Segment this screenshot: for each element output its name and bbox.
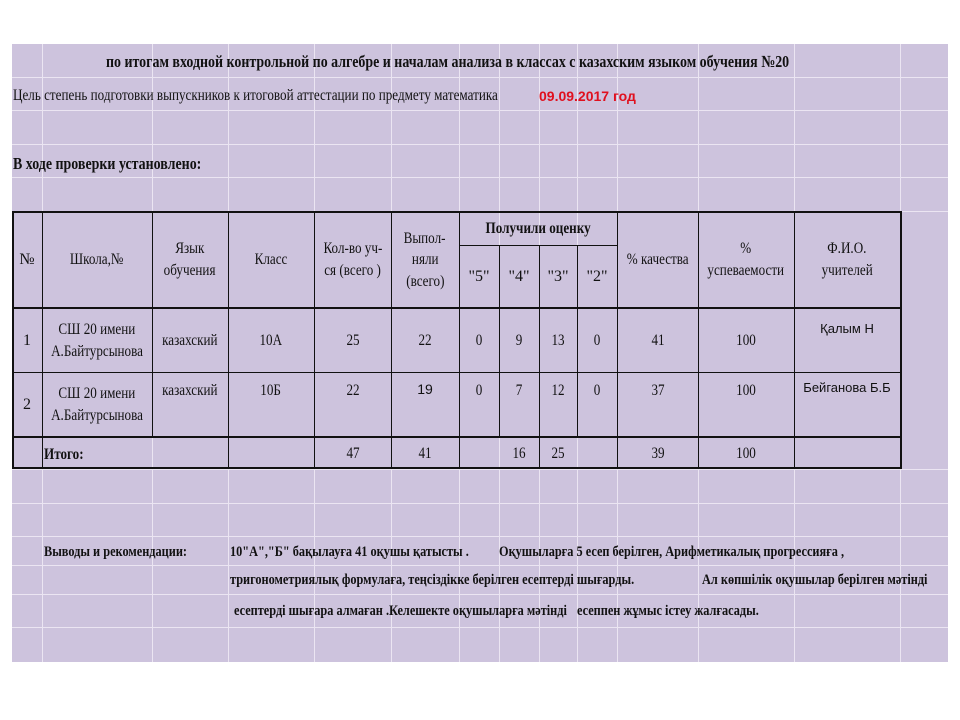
table-row-1-grade-4: 9 <box>515 331 523 349</box>
table-row-2-teacher: Бейганова Б.Б <box>803 380 891 396</box>
table-row-2-grade-5: 0 <box>475 382 483 400</box>
spreadsheet <box>12 44 948 662</box>
totals-quality: 39 <box>650 444 665 462</box>
header-total-students: Кол-во уч- ся (всего ) <box>323 240 382 279</box>
header-quality: % качества <box>626 251 689 269</box>
table-row-2-grade-2: 0 <box>593 382 601 400</box>
table-row-1-grade-5: 0 <box>475 331 483 349</box>
table-row-2-num: 2 <box>23 395 31 413</box>
conclusions-text-3: тригонометриялық формулаға, теңсіздікке берілген есептерді шығарды. <box>230 572 635 588</box>
goal-text: Цель степень подготовки выпускников к итоговой аттестации по предмету математика <box>13 87 498 104</box>
table-row-2-grade-4: 7 <box>515 382 523 400</box>
header-grades: Получили оценку <box>485 220 591 238</box>
header-num: № <box>19 251 35 269</box>
report-date: 09.09.2017 год <box>539 88 636 104</box>
table-row-1-completed: 22 <box>418 331 432 349</box>
conclusions-text-1: 10"А","Б" бақылауға 41 оқушы қатысты . <box>230 544 469 560</box>
report-title: по итогам входной контрольной по алгебре и началам анализа в классах с казахским языком обучения №20 <box>106 52 790 71</box>
table-row-1-quality: 41 <box>650 331 665 349</box>
table-row-1-school: СШ 20 имени А.Байтурсынова <box>51 320 143 360</box>
totals-grade-4: 16 <box>512 444 526 462</box>
table-row-1-success: 100 <box>736 331 756 349</box>
conclusions-text-6: есеппен жұмыс істеу жалғасады. <box>577 603 759 619</box>
totals-completed: 41 <box>418 444 432 462</box>
table-row-1-class: 10А <box>259 331 283 349</box>
found-heading: В ходе проверки установлено: <box>13 154 202 173</box>
table-row-2-grade-3: 12 <box>551 382 565 400</box>
table-row-2-success: 100 <box>736 382 756 400</box>
table-row-1-language: казахский <box>162 331 218 349</box>
conclusions-text-2: Оқушыларға 5 есеп берілген, Арифметикалық прогрессияға , <box>499 544 845 560</box>
totals-label: Итого: <box>44 446 84 463</box>
header-grade-3: "3" <box>547 267 569 285</box>
header-school: Школа,№ <box>70 251 124 269</box>
totals-total: 47 <box>345 444 360 462</box>
table-row-1-grade-2: 0 <box>593 331 601 349</box>
header-completed: Выпол- няли (всего) <box>404 229 446 290</box>
conclusions-text-5: есептерді шығара алмаған .Келешекте оқушыларға мәтінді <box>234 603 567 619</box>
table-row-1-grade-3: 13 <box>551 331 565 349</box>
header-teacher: Ф.И.О. учителей <box>821 240 873 279</box>
table-row-1-teacher: Қалым Н <box>820 321 874 337</box>
totals-success: 100 <box>736 444 756 462</box>
conclusions-label: Выводы и рекомендации: <box>44 544 188 560</box>
table-row-2-language: казахский <box>162 382 218 400</box>
table-row-2-total: 22 <box>345 382 360 400</box>
header-grade-4: "4" <box>508 267 530 285</box>
header-language: Язык обучения <box>164 240 216 279</box>
table-row-2-completed: 19 <box>417 380 433 397</box>
table-row-1-num: 1 <box>23 331 31 349</box>
header-success: % успеваемости <box>707 240 785 279</box>
table-row-2-quality: 37 <box>650 382 665 400</box>
totals-grade-3: 25 <box>551 444 565 462</box>
header-grade-5: "5" <box>468 267 490 285</box>
header-grade-2: "2" <box>586 267 608 285</box>
table-row-2-school: СШ 20 имени А.Байтурсынова <box>51 384 143 424</box>
header-class: Класс <box>254 251 288 269</box>
table-row-1-total: 25 <box>345 331 360 349</box>
conclusions-text-4: Ал көпшілік оқушылар берілген мәтінді <box>702 572 928 588</box>
table-row-2-class: 10Б <box>260 382 282 400</box>
